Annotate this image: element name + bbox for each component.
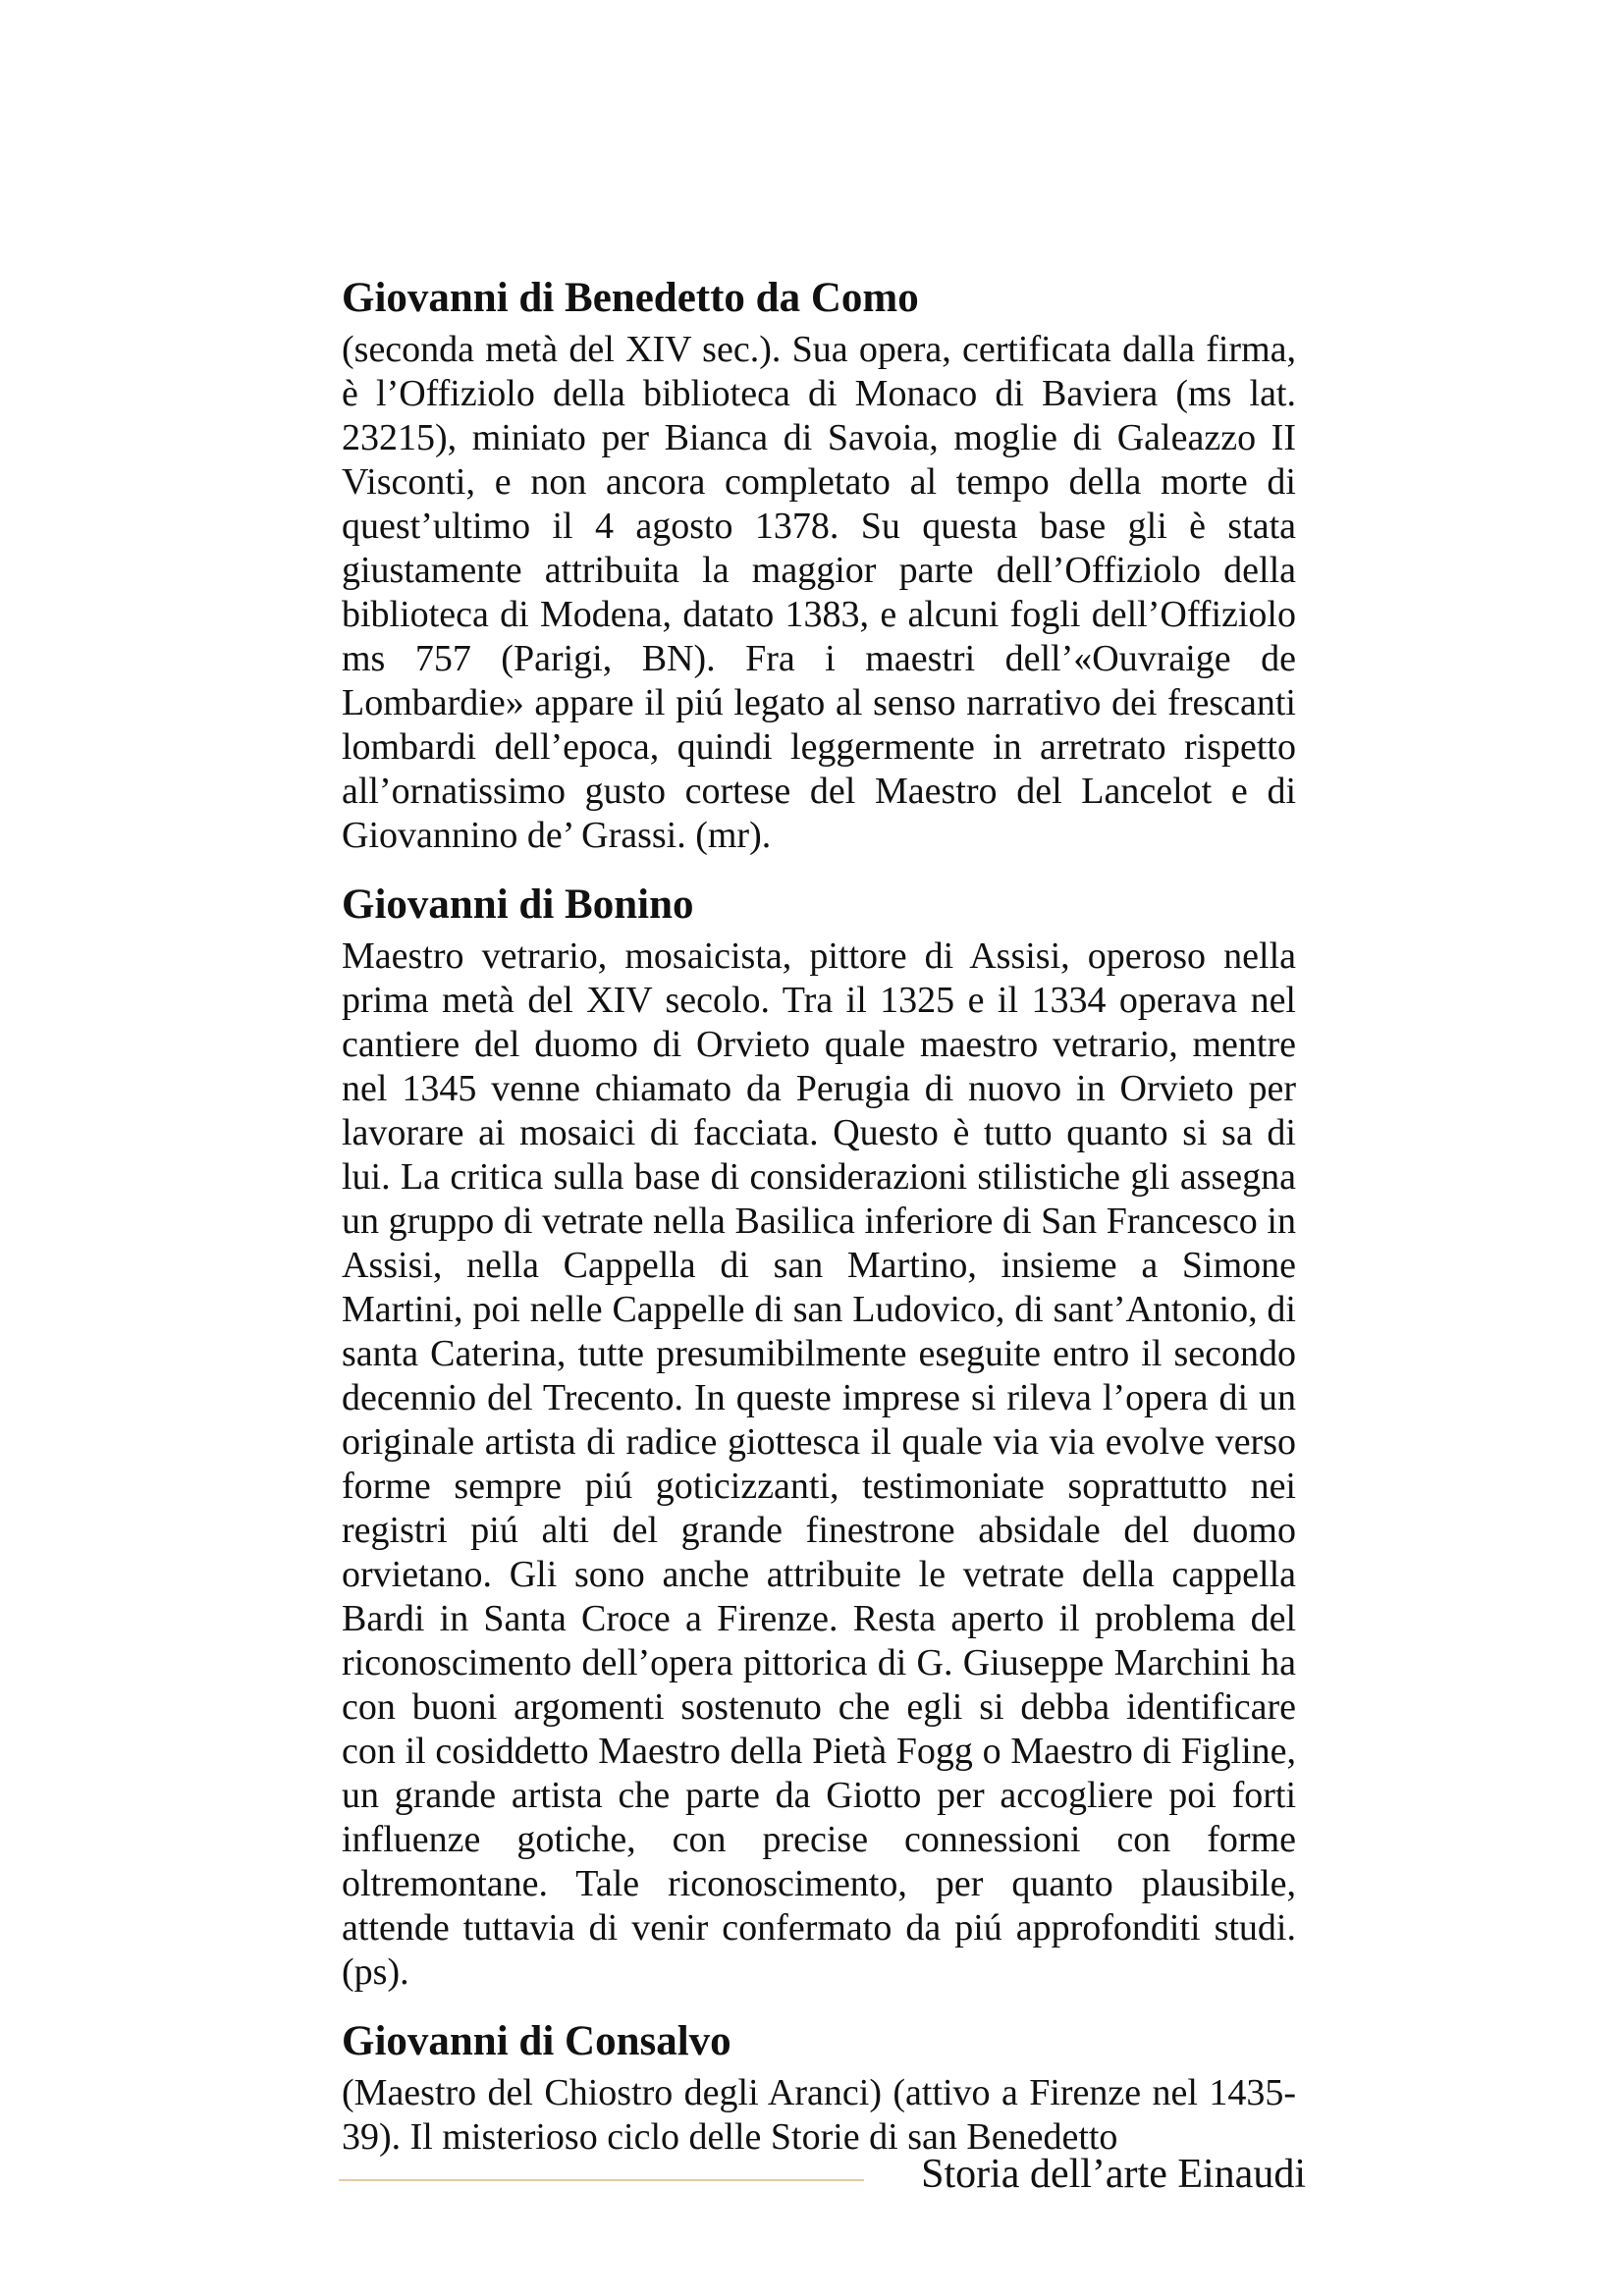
entry-title: Giovanni di Consalvo [342,2018,731,2064]
text-column [342,273,1296,2181]
entry-title: Giovanni di Bonino [342,881,694,928]
entry-giovanni-di-bonino [342,880,1296,1995]
entry-title: Giovanni di Benedetto da Como [342,275,919,321]
entry-body: Maestro vetrario, mosaicista, pittore di Assisi, operoso nella prima metà del XIV secolo. Tra il 1325 e il 1334 operava nel cantiere del duomo di Orvieto quale maestro vetrario, mentre nel 1345 venne chiamato da Perugia di nuovo in Orvieto per lavorare ai mosaici di facciata. Questo è tutto quanto si sa di lui. La critica sulla base di considerazioni stilistiche gli assegna un gruppo di vetrate nella Basilica inferiore di San Francesco in Assisi, nella Cappella di san Martino, insieme a Simone Martini, poi nelle Cappelle di san Ludovico, di sant’Antonio, di santa Caterina, tutte presumibilmente eseguite entro il secondo decennio del Trecento. In queste imprese si rileva l’opera di un originale artista di radice giottesca il quale via via evolve verso forme sempre piú goticizzanti, testimoniate soprattutto nei registri piú alti del grande finestrone absidale del duomo orvietano. Gli sono anche attribuite le vetrate della cappella Bardi in Santa Croce a Firenze. Resta aperto il problema del riconoscimento dell’opera pittorica di G. Giuseppe Marchini ha con buoni argomenti sostenuto che egli si debba identificare con il cosiddetto Maestro della Pietà Fogg o Maestro di Figline, un grande artista che parte da Giotto per accogliere poi forti influenze gotiche, con precise connessioni con forme oltremontane. Tale riconoscimento, per quanto plausibile, attende tuttavia di venir confermato da piú approfonditi studi. (ps). [342,935,1296,1993]
entry-giovanni-di-consalvo [342,2016,1296,2160]
entry-body: (seconda metà del XIV sec.). Sua opera, certificata dalla firma, è l’Offiziolo della biblioteca di Monaco di Baviera (ms lat. 23215), miniato per Bianca di Savoia, moglie di Galeazzo II Visconti, e non ancora completato al tempo della morte di quest’ultimo il 4 agosto 1378. Su questa base gli è stata giustamente attribuita la maggior parte dell’Offiziolo della biblioteca di Modena, datato 1383, e alcuni fogli dell’Offiziolo ms 757 (Parigi, BN). Fra i maestri dell’«Ouvraige de Lombardie» appare il piú legato al senso narrativo dei frescanti lombardi dell’epoca, quindi leggermente in arretrato rispetto all’ornatissimo gusto cortese del Maestro del Lancelot e di Giovannino de’ Grassi. (mr). [342,329,1296,856]
entry-giovanni-di-benedetto [342,273,1296,858]
footer-publication-title: Storia dell’arte Einaudi [921,2152,1306,2197]
entry-body: (Maestro del Chiostro degli Aranci) (attivo a Firenze nel 1435-39). Il misterioso ciclo delle Storie di san Benedetto [342,2072,1296,2158]
footer-divider [339,2179,864,2181]
